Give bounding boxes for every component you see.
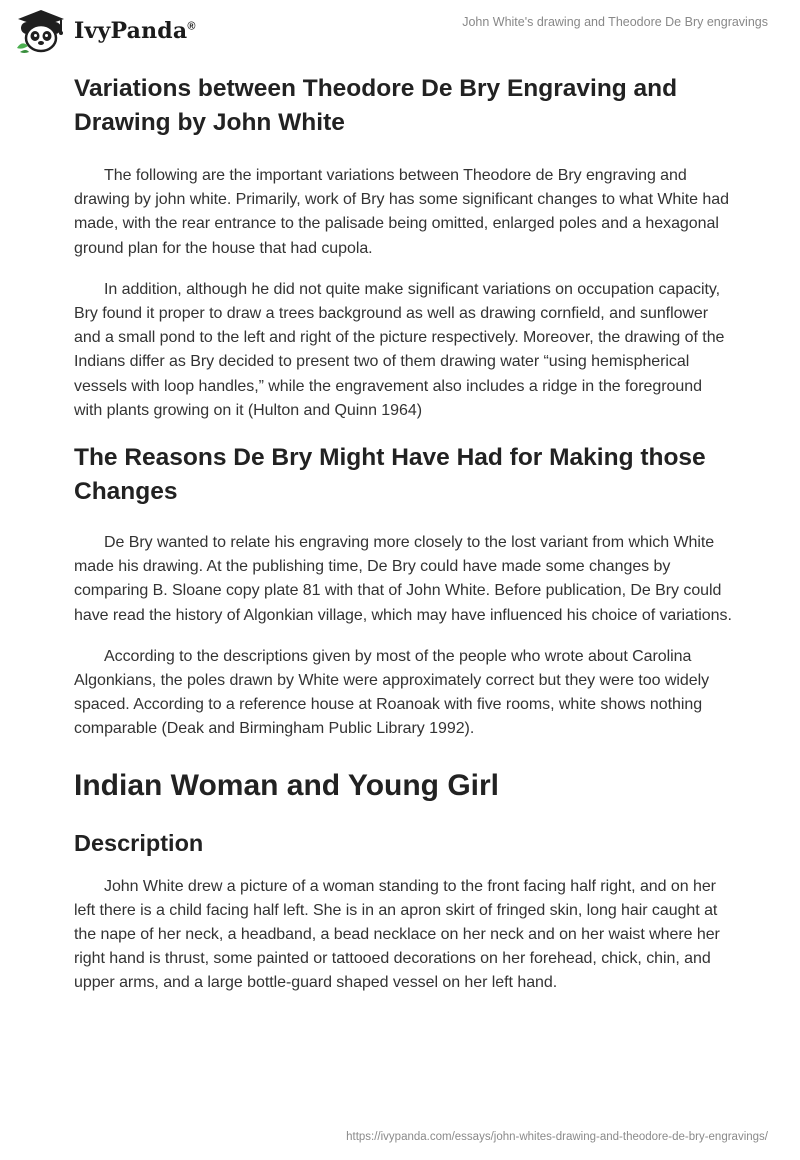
paragraph: According to the descriptions given by most of the people who wrote about Carolina Algonkians, the poles drawn by White were approximately correct but they were too widely spaced. According to a reference house at Roanoak with five rooms, white shows nothing comparable (Deak and Birmingham Public Library 1992). <box>74 647 710 738</box>
heading-line: Variations between Theodore De Bry Engraving and <box>74 75 678 102</box>
brand-text: IvyPanda <box>74 18 188 44</box>
section-title-indian-woman: Indian Woman and Young Girl <box>74 768 500 802</box>
brand-name <box>74 18 196 44</box>
heading-line: Changes <box>74 478 178 506</box>
section-heading-variations <box>74 72 734 140</box>
paragraph: The following are the important variations between Theodore de Bry engraving and drawing by john white. Primarily, work of Bry has some significant changes to what White had made, with the rear entrance to the palisade being omitted, enlarged poles and a hexagonal ground plan for the house that had cupola. <box>74 167 729 257</box>
paragraph: John White drew a picture of a woman standing to the front facing half right, and on her left there is a child facing half left. She is in an apron skirt of fringed skin, long hair caught at the nape of her neck, a headband, a bead necklace on her neck and on her waist where her right hand is thrust, some painted or tattooed decorations on her forehead, chick, chin, and upper arms, and a large bottle-guard shaped vessel on her left hand. <box>74 877 720 992</box>
article-body <box>74 70 734 996</box>
section-heading-reasons <box>74 441 734 509</box>
paragraph: In addition, although he did not quite make significant variations on occupation capacity, Bry found it proper to draw a trees background as well as drawing cornfield, and sunflower and a small pond to the left and right of the picture respectively. Moreover, the drawing of the Indians differ as Bry decided to present two of them drawing water “using hemispherical vessels with loop handles,” while the engravement also includes a ridge in the foreground with plants growing on it (Hulton and Quinn 1964) <box>74 280 725 419</box>
paragraph: De Bry wanted to relate his engraving more closely to the lost variant from which White made his drawing. At the publishing time, De Bry could have made some changes by comparing B. Sloane copy plate 81 with that of John White. Before publication, De Bry could have read the history of Algonkian village, which may have influenced his choice of variations. <box>74 534 732 624</box>
subheading-description: Description <box>74 829 204 856</box>
source-url[interactable]: https://ivypanda.com/essays/john-whites-drawing-and-theodore-de-bry-engravings/ <box>346 1131 768 1143</box>
panda-graduation-cap-icon <box>14 8 68 54</box>
ivypanda-logo[interactable] <box>14 8 196 54</box>
heading-line: The Reasons De Bry Might Have Had for Making those <box>74 444 706 472</box>
page-header <box>0 0 800 62</box>
heading-line: Drawing by John White <box>74 109 345 136</box>
registered-mark: ® <box>187 20 196 33</box>
document-title: John White's drawing and Theodore De Bry engravings <box>462 15 768 29</box>
